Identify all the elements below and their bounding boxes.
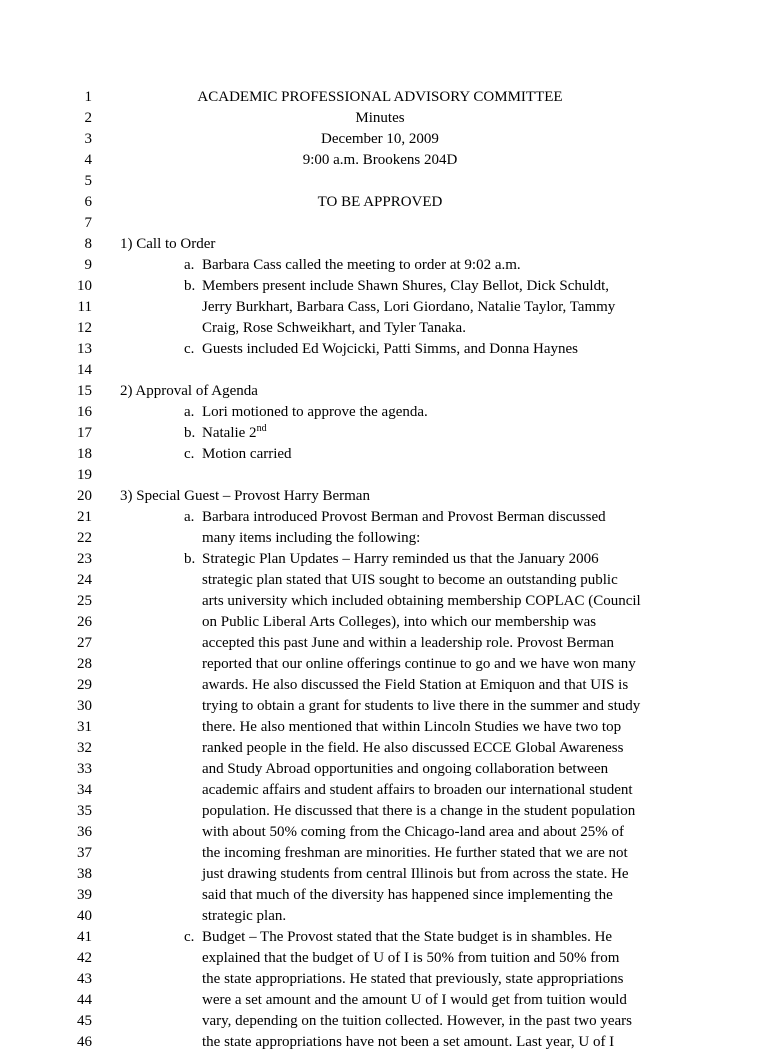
line-number: 35: [77, 803, 92, 819]
item-line: academic affairs and student affairs to broaden our international student: [202, 782, 633, 798]
line-number: 32: [77, 740, 92, 756]
item-line: Jerry Burkhart, Barbara Cass, Lori Giordano, Natalie Taylor, Tammy: [202, 299, 616, 315]
line-number: 5: [84, 173, 92, 189]
line-number: 3: [84, 131, 92, 147]
item-line: Lori motioned to approve the agenda.: [202, 404, 428, 420]
item-line: arts university which included obtaining membership COPLAC (Council: [202, 593, 641, 609]
list-item: [120, 339, 660, 360]
item-line: the state appropriations have not been a set amount. Last year, U of I: [202, 1034, 615, 1050]
item-line: accepted this past June and within a leadership role. Provost Berman: [202, 635, 614, 651]
item-label: b.: [184, 425, 196, 441]
item-line: explained that the budget of U of I is 50% from tuition and 50% from: [202, 950, 620, 966]
line-number: 9: [84, 257, 92, 273]
item-line: said that much of the diversity has happened since implementing the: [202, 887, 613, 903]
item-line: awards. He also discussed the Field Station at Emiquon and that UIS is: [202, 677, 629, 693]
line-number: 23: [77, 551, 92, 567]
item-line: Motion carried: [202, 446, 292, 462]
line-number: 18: [77, 446, 92, 462]
item-line: and Study Abroad opportunities and ongoing collaboration between: [202, 761, 609, 777]
item-line: on Public Liberal Arts Colleges), into which our membership was: [202, 614, 597, 630]
item-line: Barbara Cass called the meeting to order at 9:02 a.m.: [202, 257, 521, 273]
line-number: 38: [77, 866, 92, 882]
item-line: Budget – The Provost stated that the State budget is in shambles. He: [202, 929, 613, 945]
list-item: [120, 507, 660, 549]
line-number: 19: [77, 467, 92, 483]
list-item: [120, 402, 660, 423]
item-line: Members present include Shawn Shures, Clay Bellot, Dick Schuldt,: [202, 278, 610, 294]
line-number: 39: [77, 887, 92, 903]
line-number: 12: [77, 320, 92, 336]
line-number: 43: [77, 971, 92, 987]
line-number: 4: [84, 152, 92, 168]
item-line: the incoming freshman are minorities. He further stated that we are not: [202, 845, 628, 861]
section-title: 3) Special Guest – Provost Harry Berman: [120, 488, 370, 504]
line-number: 31: [77, 719, 92, 735]
item-line: Barbara introduced Provost Berman and Provost Berman discussed: [202, 509, 606, 525]
item-line: population. He discussed that there is a change in the student population: [202, 803, 636, 819]
item-line: Strategic Plan Updates – Harry reminded us that the January 2006: [202, 551, 599, 567]
line-number: 7: [84, 215, 92, 231]
line-number: 14: [77, 362, 92, 378]
line-number: 37: [77, 845, 92, 861]
item-label: a.: [184, 509, 195, 525]
line-number: 46: [77, 1034, 92, 1050]
meeting-date: December 10, 2009: [321, 131, 439, 147]
line-number: 20: [77, 488, 92, 504]
item-label: c.: [184, 929, 195, 945]
line-number: 25: [77, 593, 92, 609]
item-line: reported that our online offerings continue to go and we have won many: [202, 656, 636, 672]
line-number: 11: [77, 299, 92, 315]
line-number: 26: [77, 614, 92, 630]
list-item: [120, 444, 660, 465]
line-number: 16: [77, 404, 92, 420]
item-line: [202, 423, 660, 444]
line-number: 8: [84, 236, 92, 252]
line-number: 21: [77, 509, 92, 525]
approval-status: TO BE APPROVED: [317, 194, 443, 210]
item-line: ranked people in the field. He also discussed ECCE Global Awareness: [202, 740, 624, 756]
line-number: 6: [84, 194, 92, 210]
item-line: Guests included Ed Wojcicki, Patti Simms, and Donna Haynes: [202, 341, 578, 357]
line-number: 42: [77, 950, 92, 966]
line-number: 41: [77, 929, 92, 945]
line-number: 29: [77, 677, 92, 693]
meeting-time-place: 9:00 a.m. Brookens 204D: [302, 152, 458, 168]
line-number: 40: [77, 908, 92, 924]
item-label: b.: [184, 278, 196, 294]
line-number: 36: [77, 824, 92, 840]
line-number: 33: [77, 761, 92, 777]
line-number: 27: [77, 635, 92, 651]
item-line: strategic plan.: [202, 908, 287, 924]
list-item: [120, 549, 660, 927]
line-number: 44: [77, 992, 92, 1008]
item-label: b.: [184, 551, 196, 567]
item-line: with about 50% coming from the Chicago-land area and about 25% of: [202, 824, 624, 840]
document-body: [120, 87, 660, 1053]
item-line: many items including the following:: [202, 530, 421, 546]
line-number: 22: [77, 530, 92, 546]
section-title: 1) Call to Order: [120, 236, 216, 252]
item-line: trying to obtain a grant for students to live there in the summer and study: [202, 698, 641, 714]
line-number: 10: [77, 278, 92, 294]
item-label: a.: [184, 257, 195, 273]
section-title: 2) Approval of Agenda: [120, 383, 258, 399]
line-number: 2: [84, 110, 92, 126]
line-number: 15: [77, 383, 92, 399]
list-item: [120, 927, 660, 1053]
committee-title: ACADEMIC PROFESSIONAL ADVISORY COMMITTEE: [197, 89, 563, 105]
item-line: the state appropriations. He stated that previously, state appropriations: [202, 971, 624, 987]
item-line: strategic plan stated that UIS sought to become an outstanding public: [202, 572, 618, 588]
line-number: 45: [77, 1013, 92, 1029]
item-line: were a set amount and the amount U of I would get from tuition would: [202, 992, 627, 1008]
item-line: there. He also mentioned that within Lincoln Studies we have two top: [202, 719, 622, 735]
item-label: c.: [184, 341, 195, 357]
document-type: Minutes: [355, 110, 405, 126]
seconder-text: Natalie 2: [202, 425, 257, 441]
line-number: 28: [77, 656, 92, 672]
item-line: vary, depending on the tuition collected. However, in the past two years: [202, 1013, 632, 1029]
line-number: 34: [77, 782, 92, 798]
line-number: 1: [84, 89, 92, 105]
list-item: [120, 255, 660, 276]
line-number: 13: [77, 341, 92, 357]
item-label: a.: [184, 404, 195, 420]
line-number: 17: [77, 425, 92, 441]
line-number: 24: [77, 572, 92, 588]
item-label: c.: [184, 446, 195, 462]
item-line: Craig, Rose Schweikhart, and Tyler Tanaka.: [202, 320, 466, 336]
item-line: just drawing students from central Illinois but from across the state. He: [202, 866, 629, 882]
list-item: [120, 423, 660, 444]
list-item: [120, 276, 660, 339]
ordinal-suffix: nd: [256, 423, 267, 434]
line-number: 30: [77, 698, 92, 714]
line-numbers: [70, 87, 92, 1053]
